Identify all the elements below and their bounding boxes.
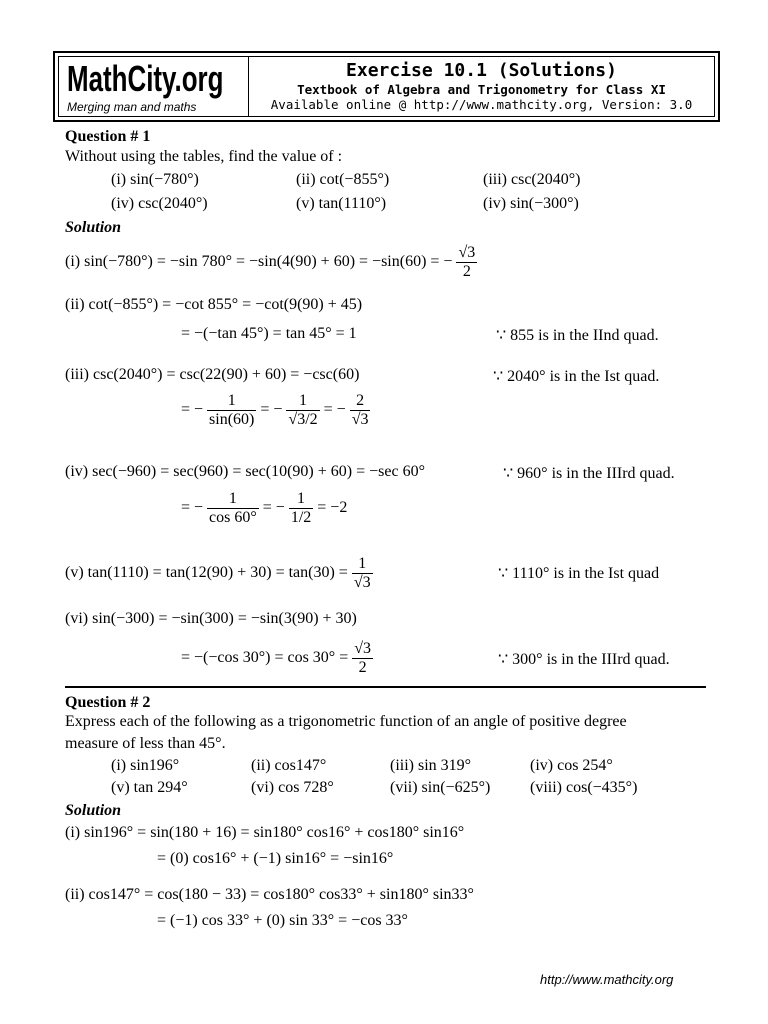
q1-step-iv-line1: (iv) sec(−960) = sec(960) = sec(10(90) + 60) = −sec 60° bbox=[65, 463, 425, 480]
fraction bbox=[286, 392, 319, 429]
denominator: √3 bbox=[351, 411, 369, 428]
q1-step-ii-note: ∵ 855 is in the IInd quad. bbox=[496, 327, 659, 344]
q2-step-ii-line2: = (−1) cos 33° + (0) sin 33° = −cos 33° bbox=[157, 912, 408, 929]
q1-step-i-text: (i) sin(−780°) = −sin 780° = −sin(4(90) + 60) = −sin(60) = − bbox=[65, 253, 453, 271]
q2-solution-label: Solution bbox=[65, 802, 122, 819]
numerator: √3 bbox=[354, 640, 372, 657]
numerator: 1 bbox=[289, 490, 313, 509]
header-title-block bbox=[249, 57, 714, 112]
q1-step-vi-line1: (vi) sin(−300) = −sin(300) = −sin(3(90) + 30) bbox=[65, 610, 357, 627]
numerator: 1 bbox=[286, 392, 319, 411]
header-inner-border bbox=[58, 56, 715, 117]
fraction bbox=[352, 555, 373, 592]
q1-step-i bbox=[65, 244, 477, 281]
q1-item-4: (iv) csc(2040°) bbox=[111, 195, 208, 212]
denominator: 1/2 bbox=[290, 509, 312, 526]
equals-minus: = − bbox=[262, 499, 285, 517]
q1-step-iv-line2 bbox=[181, 490, 347, 527]
q2-step-i-line1: (i) sin196° = sin(180 + 16) = sin180° cos16° + cos180° sin16° bbox=[65, 824, 465, 841]
q2-item-4: (iv) cos 254° bbox=[530, 757, 613, 774]
site-logo: MathCity.org bbox=[67, 58, 224, 99]
q2-item-3: (iii) sin 319° bbox=[390, 757, 472, 774]
q1-step-iii-line2 bbox=[181, 392, 370, 429]
q2-item-8: (viii) cos(−435°) bbox=[530, 779, 638, 796]
fraction bbox=[289, 490, 313, 527]
q2-prompt-line1: Express each of the following as a trigonometric function of an angle of positive degree bbox=[65, 713, 627, 730]
fraction bbox=[207, 490, 259, 527]
q1-item-5: (v) tan(1110°) bbox=[296, 195, 387, 212]
q1-step-vi-text: = −(−cos 30°) = cos 30° = bbox=[181, 649, 349, 667]
q2-item-5: (v) tan 294° bbox=[111, 779, 188, 796]
result: = −2 bbox=[317, 499, 348, 517]
q1-step-iii-note: ∵ 2040° is in the Ist quad. bbox=[493, 368, 660, 385]
numerator: 1 bbox=[352, 555, 373, 574]
q1-item-3: (iii) csc(2040°) bbox=[483, 171, 581, 188]
denominator: 2 bbox=[358, 659, 367, 676]
q1-prompt: Without using the tables, find the value of : bbox=[65, 148, 343, 165]
section-divider bbox=[65, 686, 706, 688]
numerator: 1 bbox=[207, 392, 256, 411]
q2-item-1: (i) sin196° bbox=[111, 757, 180, 774]
q1-step-vi-line2 bbox=[181, 640, 373, 677]
q2-step-ii-line1: (ii) cos147° = cos(180 − 33) = cos180° cos33° + sin180° sin33° bbox=[65, 886, 474, 903]
tagline: Merging man and maths bbox=[67, 100, 197, 114]
numerator: 2 bbox=[350, 392, 371, 411]
q2-item-6: (vi) cos 728° bbox=[251, 779, 334, 796]
denominator: 2 bbox=[462, 263, 471, 280]
equals-minus: = − bbox=[323, 401, 346, 419]
header-box bbox=[53, 51, 720, 122]
q1-item-6: (iv) sin(−300°) bbox=[483, 195, 579, 212]
equals-minus: = − bbox=[181, 499, 204, 517]
q1-solution-label: Solution bbox=[65, 219, 122, 236]
numerator: 1 bbox=[207, 490, 259, 509]
fraction bbox=[352, 640, 373, 677]
q2-step-i-line2: = (0) cos16° + (−1) sin16° = −sin16° bbox=[157, 850, 394, 867]
availability-line: Available online @ http://www.mathcity.org, Version: 3.0 bbox=[270, 97, 693, 112]
equals-minus: = − bbox=[181, 401, 204, 419]
q1-step-ii-line1: (ii) cot(−855°) = −cot 855° = −cot(9(90) + 45) bbox=[65, 296, 363, 313]
q1-step-iii-line1: (iii) csc(2040°) = csc(22(90) + 60) = −csc(60) bbox=[65, 366, 360, 383]
denominator: cos 60° bbox=[209, 509, 257, 526]
exercise-title: Exercise 10.1 (Solutions) bbox=[346, 60, 617, 81]
equals-minus: = − bbox=[260, 401, 283, 419]
q2-item-7: (vii) sin(−625°) bbox=[390, 779, 491, 796]
q2-item-2: (ii) cos147° bbox=[251, 757, 327, 774]
q1-item-1: (i) sin(−780°) bbox=[111, 171, 199, 188]
q1-step-v bbox=[65, 555, 373, 592]
fraction bbox=[350, 392, 371, 429]
denominator: √3/2 bbox=[288, 411, 318, 428]
q1-step-v-note: ∵ 1110° is in the Ist quad bbox=[498, 565, 660, 582]
q1-step-iv-note: ∵ 960° is in the IIIrd quad. bbox=[503, 465, 675, 482]
footer-url[interactable]: http://www.mathcity.org bbox=[540, 972, 674, 987]
q1-heading: Question # 1 bbox=[65, 128, 151, 145]
q2-heading: Question # 2 bbox=[65, 694, 151, 711]
q2-prompt-line2: measure of less than 45°. bbox=[65, 735, 226, 752]
q1-step-vi-note: ∵ 300° is in the IIIrd quad. bbox=[498, 651, 670, 668]
denominator: sin(60) bbox=[209, 411, 255, 428]
numerator: √3 bbox=[458, 244, 476, 261]
q1-item-2: (ii) cot(−855°) bbox=[296, 171, 390, 188]
fraction bbox=[207, 392, 256, 429]
q1-step-v-text: (v) tan(1110) = tan(12(90) + 30) = tan(30) = bbox=[65, 564, 348, 582]
textbook-subtitle: Textbook of Algebra and Trigonometry for Class XI bbox=[297, 82, 666, 97]
q1-step-ii-line2: = −(−tan 45°) = tan 45° = 1 bbox=[181, 325, 357, 342]
fraction bbox=[456, 244, 477, 281]
denominator: √3 bbox=[353, 574, 371, 591]
